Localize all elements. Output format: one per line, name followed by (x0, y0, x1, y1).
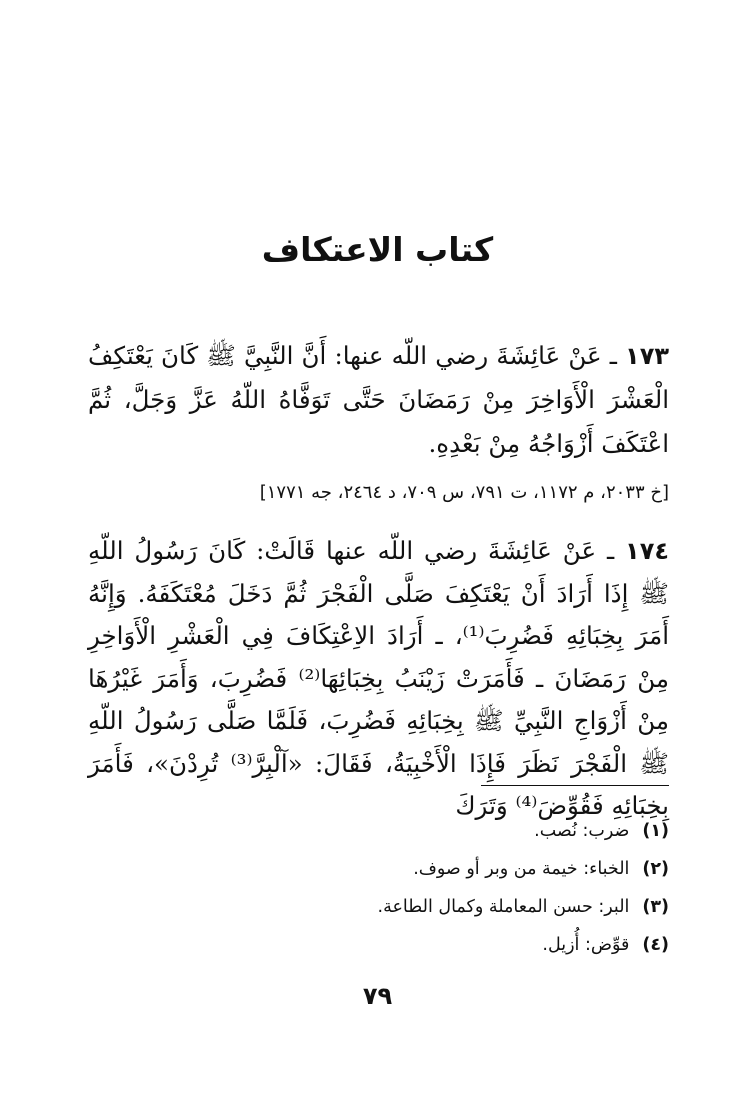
footnote-item (189, 812, 669, 850)
footnote-number: (٣) (642, 897, 669, 917)
footnote-item (189, 888, 669, 926)
footnote-number: (٤) (642, 935, 669, 955)
footnote-text: الخباء: خيمة من وبر أو صوف. (413, 859, 630, 879)
hadith-174 (88, 530, 669, 828)
footnote-number: (٢) (642, 859, 669, 879)
footnote-item (189, 926, 669, 964)
hadith-173-reference: [خ ٢٠٣٣، م ١١٧٢، ت ٧٩١، س ٧٠٩، د ٢٤٦٤، جه ١٧٧١] (259, 482, 669, 503)
footnote-text: ضرب: نُصب. (534, 821, 630, 841)
footnote-text: البر: حسن المعاملة وكمال الطاعة. (377, 897, 630, 917)
footnotes (189, 812, 669, 964)
footnote-text: قوِّض: أُزيل. (542, 935, 630, 955)
hadith-text: ـ عَنْ عَائِشَةَ رضي اللّه عنها قَالَتْ: كَانَ رَسُولُ اللّهِ ﷺ إِذَا أَرَادَ أَنْ يَعْتَكِفَ صَلَّى الْفَجْرَ ثُمَّ دَخَلَ مُعْتَكَفَهُ. وَإِنَّهُ أَمَرَ بِخِبَائِهِ فَضُرِبَ⁽¹⁾، ـ أَرَادَ الاِعْتِكَافَ فِي الْعَشْرِ الْأَوَاخِرِ مِنْ رَمَضَانَ ـ فَأَمَرَتْ زَيْنَبُ بِخِبَائِهَا⁽²⁾ فَضُرِبَ، وَأَمَرَ غَيْرُهَا مِنْ أَزْوَاجِ النَّبِيِّ ﷺ بِخِبَائِهِ فَضُرِبَ، فَلَمَّا صَلَّى رَسُولُ اللّهِ ﷺ الْفَجْرَ نَظَرَ فَإِذَا الْأَخْبِيَةُ، فَقَالَ: «آلْبِرَّ⁽³⁾ تُرِدْنَ»، فَأَمَرَ بِخِبَائِهِ فَقُوِّضَ⁽⁴⁾ وَتَرَكَ (88, 536, 670, 820)
hadith-number: ١٧٤ (625, 537, 669, 565)
hadith-173 (88, 334, 669, 466)
hadith-text: ـ عَنْ عَائِشَةَ رضي اللّه عنها: أَنَّ النَّبِيَّ ﷺ كَانَ يَعْتَكِفُ الْعَشْرَ الْأَوَاخِرَ مِنْ رَمَضَانَ حَتَّى تَوَفَّاهُ اللّهُ عَزَّ وَجَلَّ، ثُمَّ اعْتَكَفَ أَزْوَاجُهُ مِنْ بَعْدِهِ. (88, 341, 669, 458)
hadith-number: ١٧٣ (625, 342, 669, 370)
footnote-divider (481, 785, 669, 786)
footnote-number: (١) (642, 821, 669, 841)
chapter-title: كتاب الاعتكاف (261, 230, 494, 269)
page-number: ٧٩ (362, 982, 393, 1010)
footnote-item (189, 850, 669, 888)
